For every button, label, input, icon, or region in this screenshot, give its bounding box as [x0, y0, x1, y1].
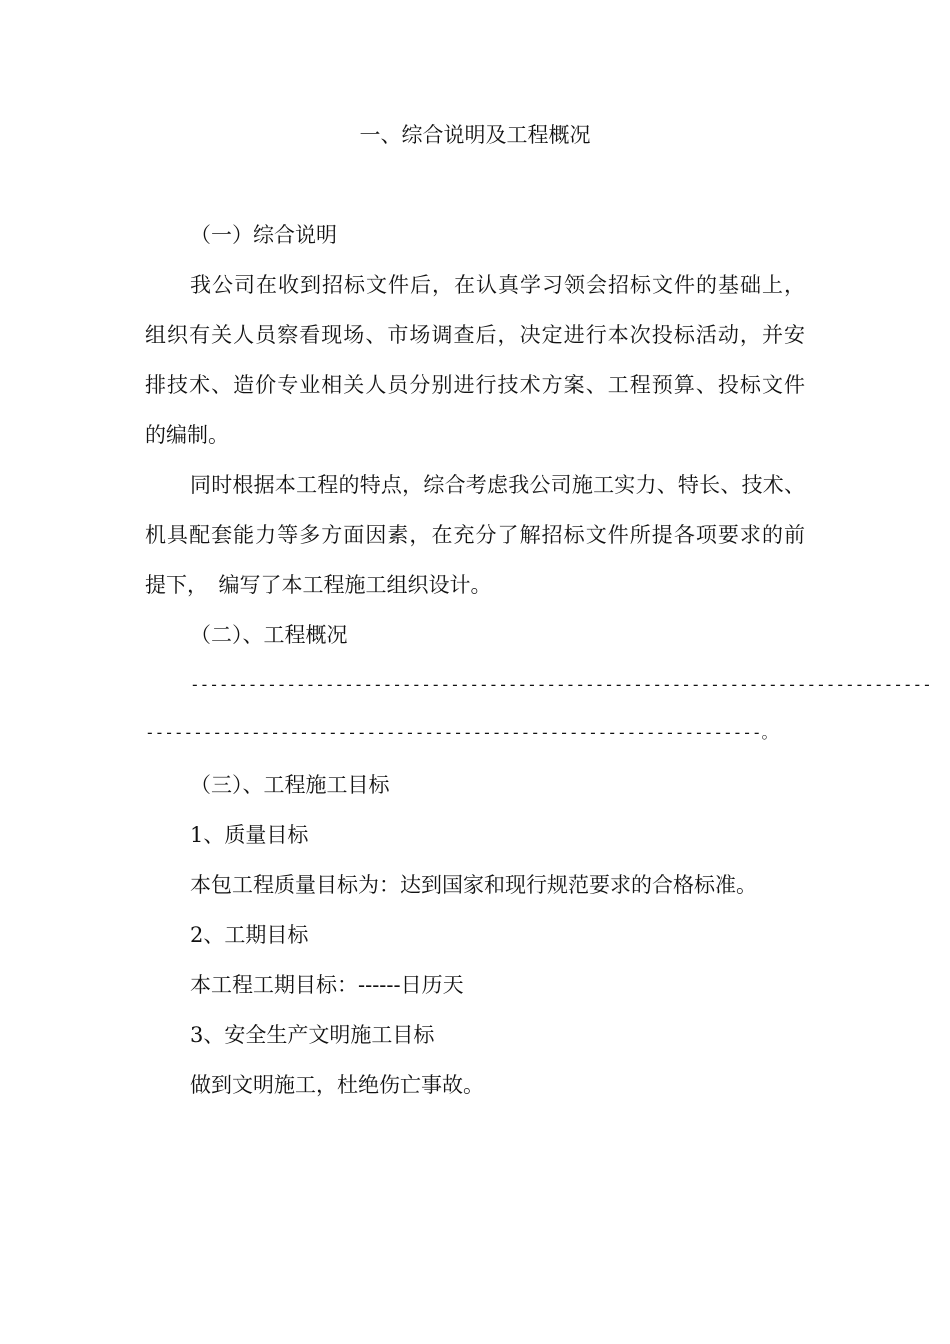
para2-line1: 同时根据本工程的特点，综合考虑我公司施工实力、特长、技术、 [190, 473, 805, 497]
goal-label-quality: 1、质量目标 [190, 823, 309, 847]
overview-dash-line1: ----------------------------------------------------------------------------- [190, 675, 932, 694]
goal-label-schedule: 2、工期目标 [190, 923, 309, 947]
para1-line2: 组织有关人员察看现场、市场调查后，决定进行本次投标活动，并安 [145, 323, 805, 347]
section3-heading: （三）、工程施工目标 [190, 773, 390, 797]
section2-heading: （二）、工程概况 [190, 623, 348, 647]
goal-label-safety: 3、安全生产文明施工目标 [190, 1023, 435, 1047]
overview-dash-line2: ----------------------------------------------------------------。 [145, 723, 778, 742]
para2-line2: 机具配套能力等多方面因素，在充分了解招标文件所提各项要求的前 [145, 523, 805, 547]
section1-heading: （一）综合说明 [190, 223, 337, 247]
goal-text-quality: 本包工程质量目标为：达到国家和现行规范要求的合格标准。 [190, 873, 757, 897]
para2-line3: 提下， 编写了本工程施工组织设计。 [145, 573, 492, 597]
para1-line1: 我公司在收到招标文件后，在认真学习领会招标文件的基础上， [190, 273, 805, 297]
page-title: 一、综合说明及工程概况 [359, 123, 591, 147]
para1-line3: 排技术、造价专业相关人员分别进行技术方案、工程预算、投标文件 [145, 373, 805, 397]
goal-text-safety: 做到文明施工，杜绝伤亡事故。 [190, 1073, 484, 1097]
goal-text-schedule: 本工程工期目标：------日历天 [190, 973, 464, 997]
para1-line4: 的编制。 [145, 423, 229, 447]
